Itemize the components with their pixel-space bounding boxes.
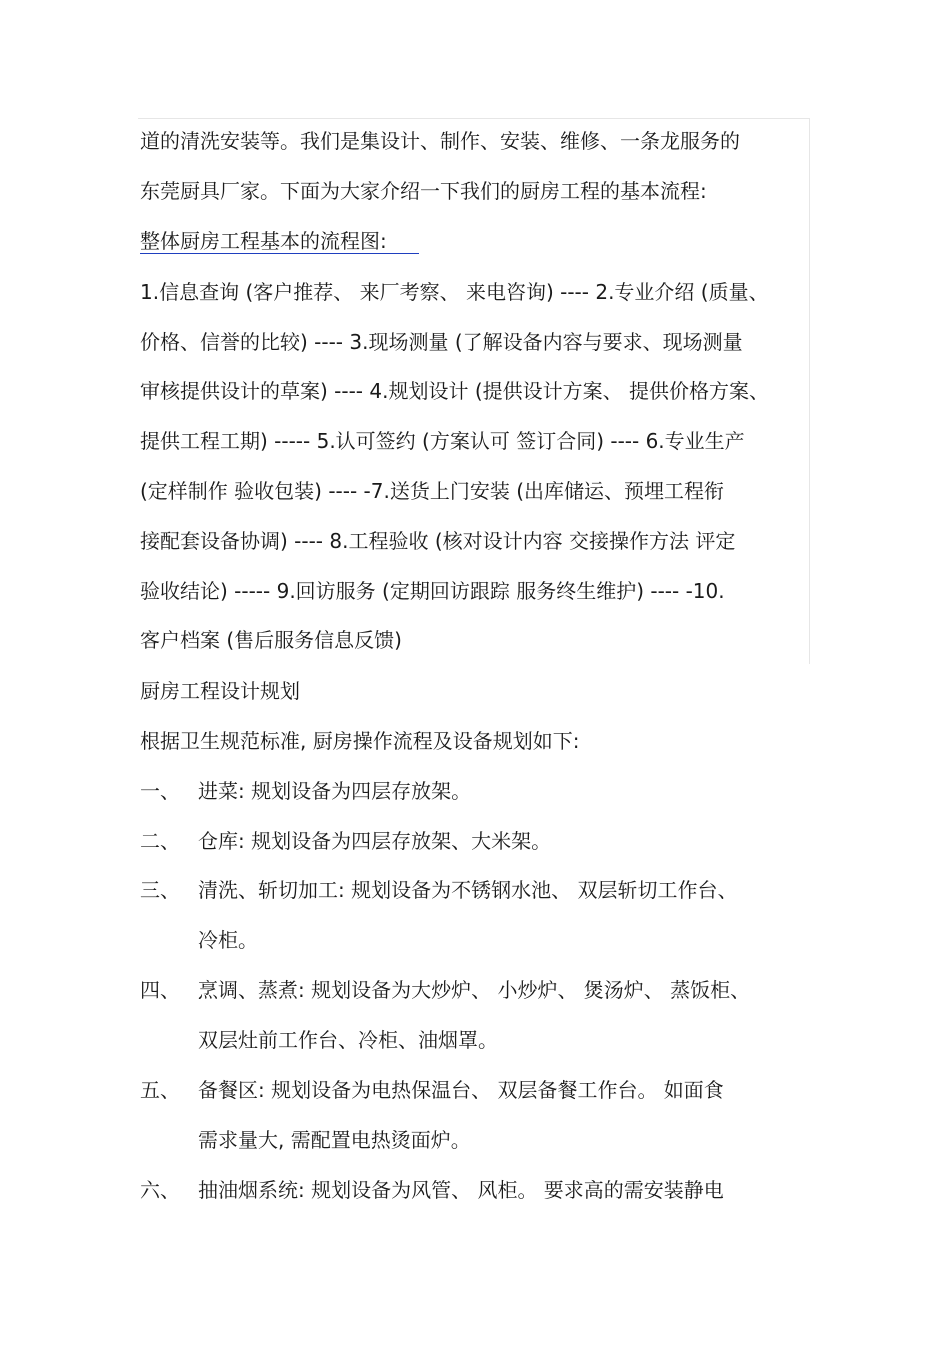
intro-line-1: 道的清洗安装等。我们是集设计、制作、安装、维修、一条龙服务的 xyxy=(140,129,740,153)
flow-title[interactable] xyxy=(140,227,419,255)
item-text: 抽油烟系统: 规划设备为风管、 风柜。 要求高的需安装静电 xyxy=(198,1178,724,1202)
item-text-continued: 冷柜。 xyxy=(198,928,258,952)
item-number: 二、 xyxy=(140,829,180,853)
flow-line-5: (定样制作 验收包装) ---- -7.送货上门安装 (出库储运、预埋工程衔 xyxy=(140,479,725,503)
flow-line-1: 1.信息查询 (客户推荐、 来厂考察、 来电咨询) ---- 2.专业介绍 (质量、 xyxy=(140,280,769,304)
intro-line-2: 东莞厨具厂家。下面为大家介绍一下我们的厨房工程的基本流程: xyxy=(140,179,707,203)
item-number: 五、 xyxy=(140,1078,180,1102)
item-text: 清洗、斩切加工: 规划设备为不锈钢水池、 双层斩切工作台、 xyxy=(198,878,738,902)
item-text: 进菜: 规划设备为四层存放架。 xyxy=(198,779,472,803)
item-text: 烹调、蒸煮: 规划设备为大炒炉、 小炒炉、 煲汤炉、 蒸饭柜、 xyxy=(198,978,751,1002)
item-number: 四、 xyxy=(140,978,180,1002)
item-text: 备餐区: 规划设备为电热保温台、 双层备餐工作台。 如面食 xyxy=(198,1078,724,1102)
section-intro: 根据卫生规范标准, 厨房操作流程及设备规划如下: xyxy=(140,729,580,753)
item-text: 仓库: 规划设备为四层存放架、大米架。 xyxy=(198,829,552,853)
flow-line-4: 提供工程工期) ----- 5.认可签约 (方案认可 签订合同) ---- 6.专业生产 xyxy=(140,429,745,453)
flow-line-8: 客户档案 (售后服务信息反馈) xyxy=(140,628,402,652)
item-text-continued: 双层灶前工作台、冷柜、油烟罩。 xyxy=(198,1028,498,1052)
item-number: 六、 xyxy=(140,1178,180,1202)
section-heading: 厨房工程设计规划 xyxy=(140,679,300,703)
item-number: 一、 xyxy=(140,779,180,803)
flow-line-7: 验收结论) ----- 9.回访服务 (定期回访跟踪 服务终生维护) ---- -10. xyxy=(140,579,725,603)
flow-line-2: 价格、信誉的比较) ---- 3.现场测量 (了解设备内容与要求、现场测量 xyxy=(140,330,743,354)
flow-title-link[interactable]: 整体厨房工程基本的流程图: xyxy=(140,229,419,254)
item-text-continued: 需求量大, 需配置电热烫面炉。 xyxy=(198,1128,471,1152)
flow-line-3: 审核提供设计的草案) ---- 4.规划设计 (提供设计方案、 提供价格方案、 xyxy=(140,379,769,403)
item-number: 三、 xyxy=(140,878,180,902)
flow-line-6: 接配套设备协调) ---- 8.工程验收 (核对设计内容 交接操作方法 评定 xyxy=(140,529,736,553)
